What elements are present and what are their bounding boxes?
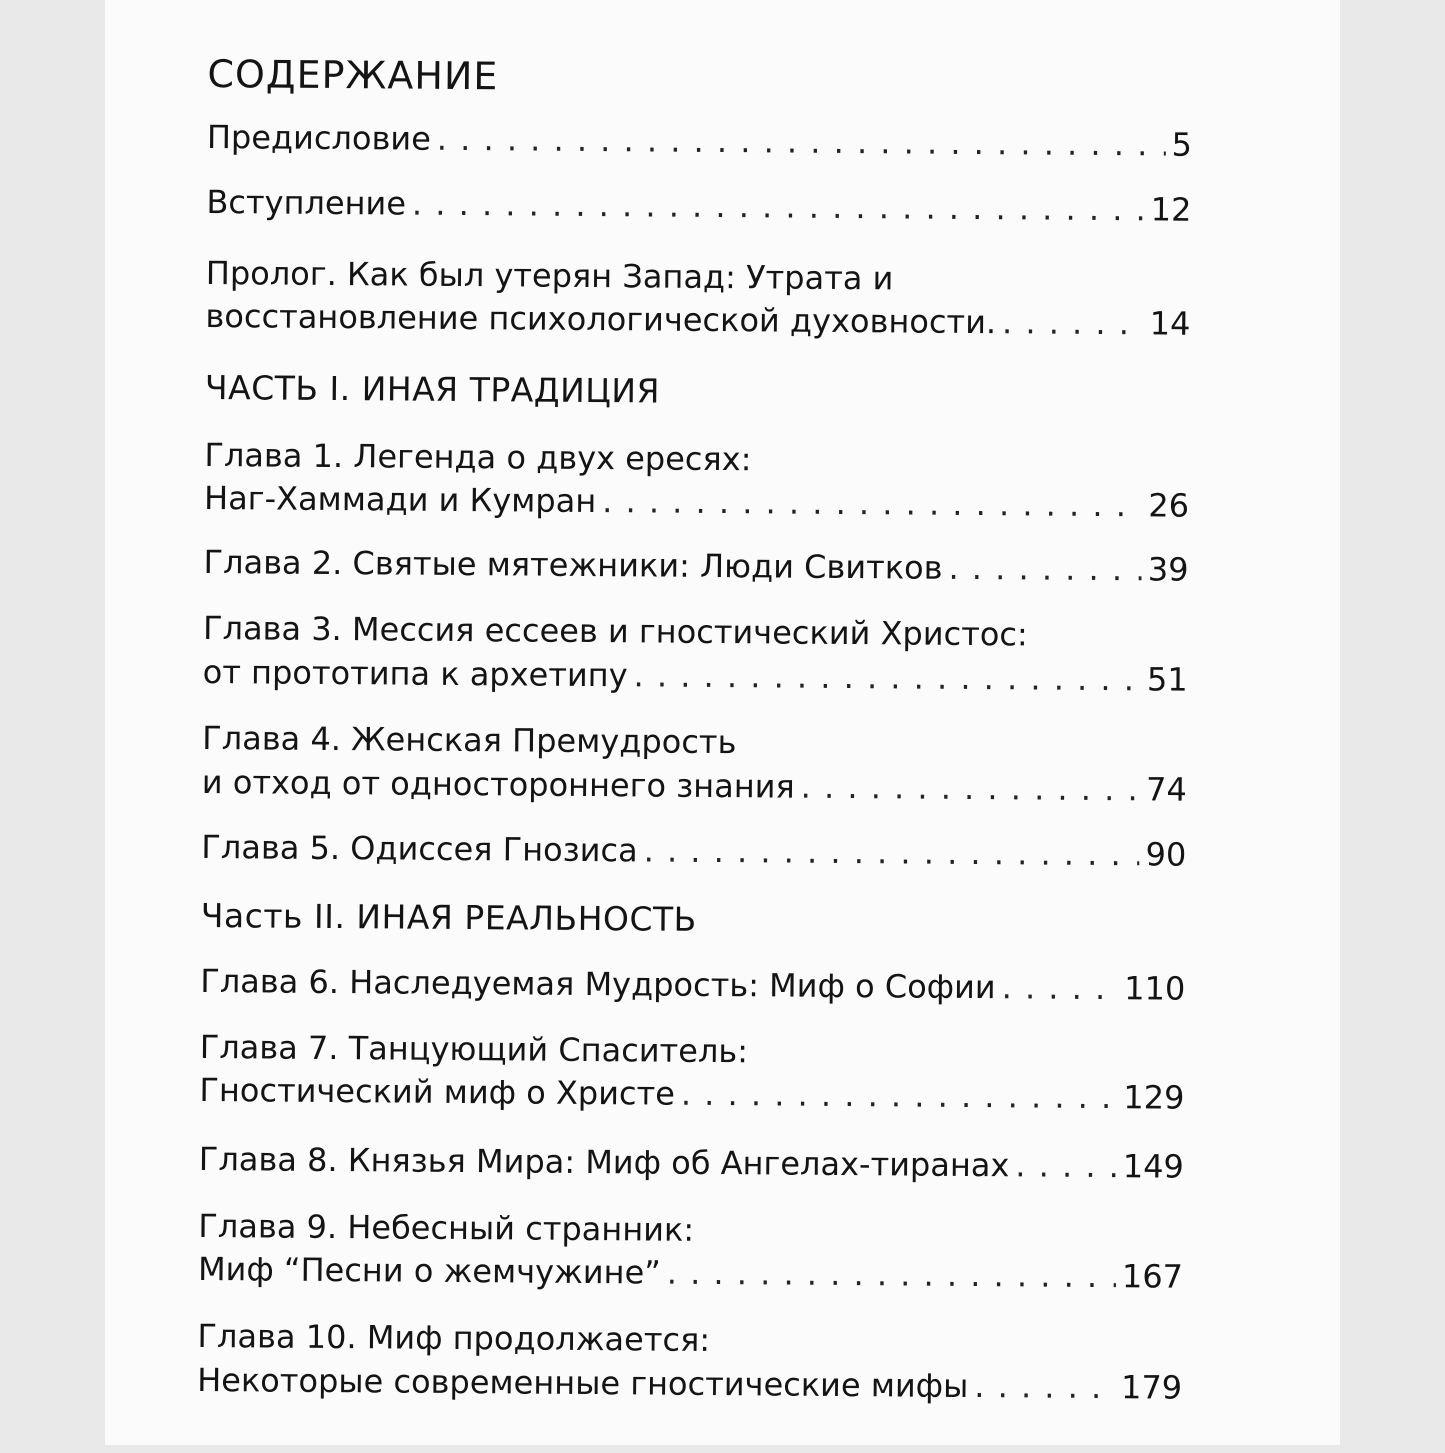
entry-title: Глава 1. Легенда о двух ересях: — [204, 435, 752, 479]
entry-title: Вступление — [206, 182, 407, 223]
entry-title: Глава 5. Одиссея Гнозиса — [201, 827, 638, 870]
toc-title: СОДЕРЖАНИЕ — [207, 51, 499, 99]
dot-leader — [644, 831, 1140, 873]
entry-title: Предисловие — [206, 117, 432, 158]
toc-entry — [207, 118, 1192, 170]
page-number: 129 — [1123, 1078, 1185, 1117]
entry-title: Глава 7. Танцующий Спаситель: — [199, 1027, 749, 1071]
toc-entry — [201, 828, 1186, 880]
page-number: 14 — [1149, 304, 1191, 343]
part-heading: ЧАСТЬ I. ИНАЯ ТРАДИЦИЯ — [204, 367, 661, 411]
entry-title: Глава 9. Небесный странник: — [198, 1206, 695, 1249]
page-number: 167 — [1121, 1257, 1184, 1296]
page-number: 39 — [1147, 550, 1189, 589]
page-number: 51 — [1146, 660, 1188, 699]
toc-entry — [204, 479, 1189, 531]
table-of-contents — [197, 0, 1203, 1453]
entry-title: Глава 3. Мессия ессеев и гностический Христос: — [202, 608, 1028, 654]
toc-entry — [200, 962, 1185, 1014]
entry-title: Глава 10. Миф продолжается: — [197, 1316, 711, 1359]
toc-entry — [205, 297, 1190, 349]
entry-title: Глава 2. Святые мятежники: Люди Свитков — [203, 542, 943, 587]
entry-title: Гностический миф о Христе — [199, 1070, 676, 1113]
entry-title: Глава 4. Женская Премудрость — [202, 718, 737, 762]
dot-leader — [1002, 968, 1119, 1007]
page-number: 90 — [1145, 835, 1187, 874]
dot-leader — [633, 656, 1141, 698]
dot-leader — [667, 1254, 1116, 1296]
toc-entry — [197, 1361, 1182, 1413]
page-number: 74 — [1145, 770, 1187, 809]
entry-title: Глава 8. Князья Мира: Миф об Ангелах-тиранах — [198, 1139, 1010, 1185]
entry-title: от прототипа к архетипу — [202, 652, 628, 695]
entry-title: Наг-Хаммади и Кумран — [203, 478, 597, 521]
page-number: 179 — [1120, 1368, 1183, 1407]
page-number: 110 — [1124, 969, 1186, 1008]
page-number: 12 — [1150, 190, 1192, 229]
toc-entry — [203, 543, 1188, 595]
dot-leader — [974, 1367, 1115, 1406]
entry-title: Некоторые современные гностические мифы — [197, 1360, 969, 1406]
entry-title: и отход от одностороннего знания — [201, 762, 795, 806]
dot-leader — [681, 1075, 1118, 1116]
toc-entry — [202, 763, 1187, 815]
page-number: 26 — [1148, 486, 1190, 525]
entry-title: восстановление психологической духовности. — [205, 296, 997, 342]
dot-leader — [948, 549, 1142, 589]
entry-title: Пролог. Как был утерян Запад: Утрата и — [205, 253, 894, 298]
toc-entry — [199, 1071, 1184, 1123]
dot-leader — [412, 185, 1145, 229]
page-number: 5 — [1171, 125, 1193, 164]
toc-entry — [199, 1140, 1184, 1192]
entry-title: Глава 6. Наследуемая Мудрость: Миф о Софии — [200, 961, 996, 1007]
dot-leader — [1015, 1146, 1117, 1185]
page-number: 149 — [1122, 1147, 1185, 1186]
dot-leader — [801, 768, 1141, 809]
dot-leader — [1002, 303, 1144, 342]
toc-entry — [206, 183, 1191, 235]
toc-entry — [198, 1250, 1183, 1302]
dot-leader — [602, 482, 1142, 524]
toc-entry — [203, 653, 1188, 705]
entry-title: Миф “Песни о жемчужине” — [197, 1249, 661, 1292]
dot-leader — [437, 120, 1166, 164]
part-heading: Часть II. ИНАЯ РЕАЛЬНОСТЬ — [200, 895, 697, 939]
